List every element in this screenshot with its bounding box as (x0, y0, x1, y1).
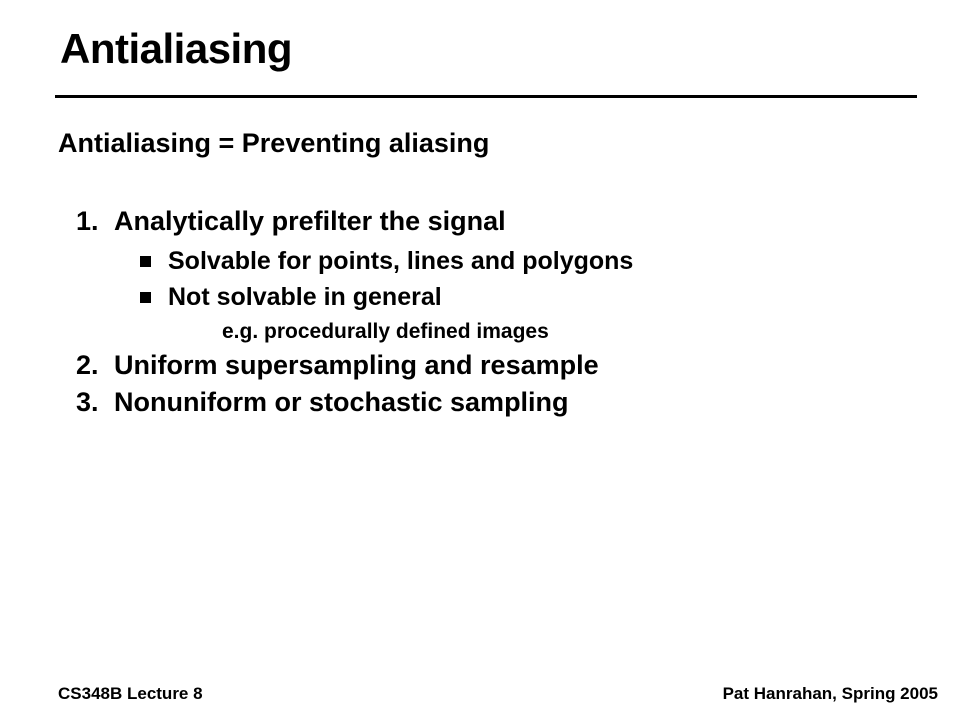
list-item-label: Analytically prefilter the signal (114, 206, 506, 236)
square-bullet-icon (140, 256, 151, 267)
lead-statement: Antialiasing = Preventing aliasing (58, 128, 490, 158)
list-item-label: Uniform supersampling and resample (114, 349, 599, 380)
list-item-number: 3. (76, 386, 99, 417)
sub-list-item-label: Solvable for points, lines and polygons (168, 247, 634, 276)
footer-author-label: Pat Hanrahan, Spring 2005 (722, 684, 938, 703)
list-item (58, 347, 938, 384)
list-item-number: 1. (76, 206, 99, 236)
list-item (58, 203, 938, 347)
list-item-number: 2. (76, 349, 99, 380)
slide-body (58, 128, 938, 421)
sub-list-item (114, 280, 938, 316)
numbered-list (58, 203, 938, 421)
square-bullet-icon (140, 292, 151, 303)
sub-list-item (114, 244, 938, 280)
list-item (58, 384, 938, 421)
sub-list-item-label: Not solvable in general (168, 282, 442, 311)
sub-list (114, 244, 938, 315)
sub-sub-note: e.g. procedurally defined images (222, 320, 549, 344)
title-divider (55, 95, 917, 98)
footer-course-label: CS348B Lecture 8 (58, 684, 203, 703)
list-item-label: Nonuniform or stochastic sampling (114, 386, 569, 417)
page-title: Antialiasing (60, 25, 293, 72)
slide-footer (58, 684, 938, 704)
